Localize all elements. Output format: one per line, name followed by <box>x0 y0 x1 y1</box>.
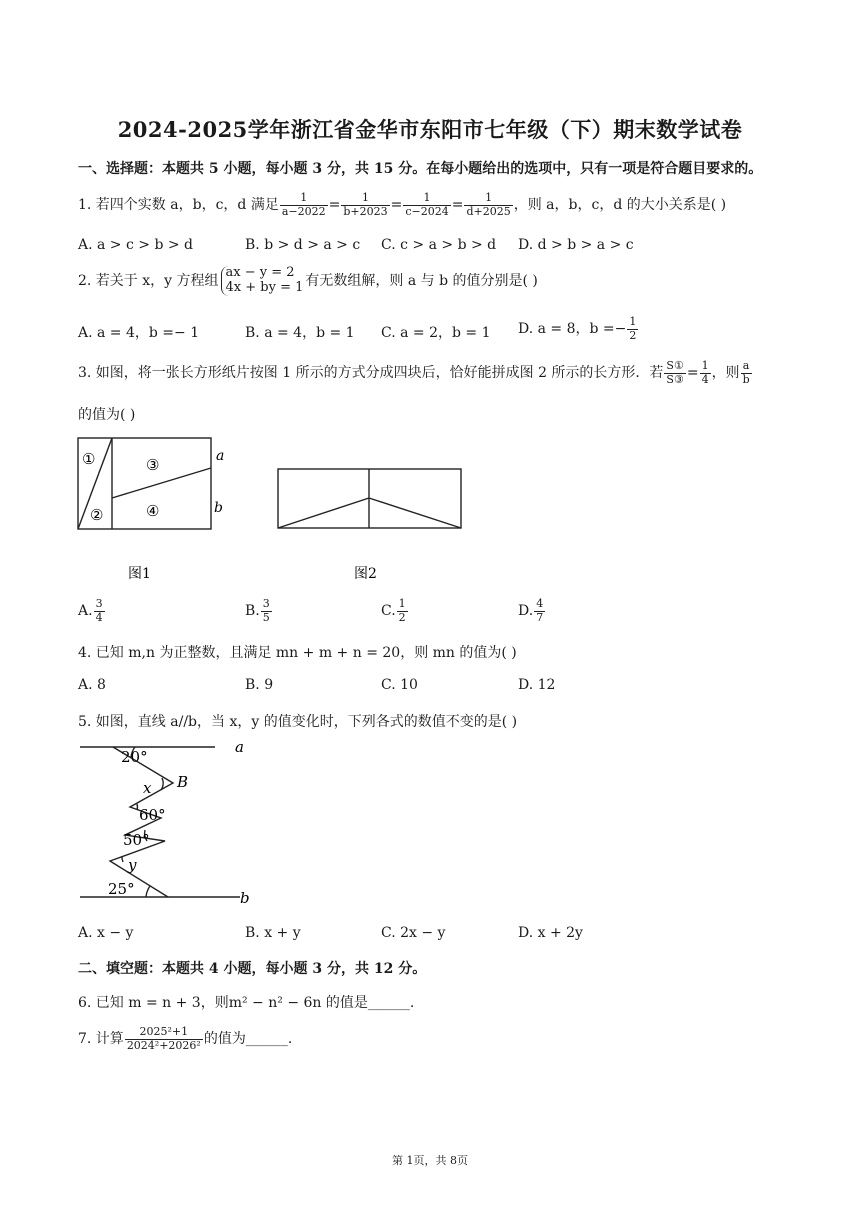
fig1-label-2: ② <box>90 506 104 524</box>
q3-option-d[interactable]: D. $\frac{4}{7}$ <box>518 597 544 624</box>
q3-option-b[interactable]: B. $\frac{3}{5}$ <box>245 597 270 624</box>
q3-line2: 的值为( ) <box>78 407 136 423</box>
q3-figure-2 <box>278 469 461 528</box>
q1-option-a[interactable]: A. a > c > b > d <box>78 237 194 253</box>
q5-angle-25: 25° <box>108 880 135 898</box>
q5-angle-50: 50° <box>123 831 150 849</box>
question-7: 7. 计算 $\frac{\text{2025²+1}}{\text{2024²+2026²}}$ 的值为______. <box>78 1025 293 1052</box>
page-title: 2024-2025学年浙江省金华市东阳市七年级（下）期末数学试卷 <box>117 117 743 142</box>
q2-option-a[interactable]: A. a = 4，b =− 1 <box>78 325 200 341</box>
q5-point-b-label: B <box>177 773 189 791</box>
q4-option-c[interactable]: C. 10 <box>381 677 418 693</box>
q2-equation-system: ax − y = 2 4x + by = 1 <box>221 266 304 296</box>
fig1-caption: 图1 <box>128 566 151 582</box>
q1-option-c[interactable]: C. c > a > b > d <box>381 237 497 253</box>
q1-suffix: ，则 a，b，c，d 的大小关系是( ) <box>513 197 727 214</box>
q3-text: 3. 如图，将一张长方形纸片按图 1 所示的方式分成四块后，恰好能拼成图 2 所示的长方形．若 <box>78 365 664 382</box>
question-1: 1. 若四个实数 a，b，c，d 满足 $\frac{1}{a-2022}$ = $\frac{1}{b+2023}$ = $\frac{1}{c-2024}$ = $\frac{1}{d+2025}$ ，则 a，b，c，d 的大小关系是( ) <box>78 191 727 218</box>
q5-angle-60: 60° <box>139 806 166 824</box>
q3-option-a[interactable]: A. $\frac{3}{4}$ <box>78 597 103 624</box>
section-2-heading: 二、填空题：本题共 4 小题，每小题 3 分，共 12 分。 <box>78 961 427 977</box>
q1-option-b[interactable]: B. b > d > a > c <box>245 237 361 253</box>
q5-angle-y-label: y <box>128 856 137 874</box>
q5-line-b-label: b <box>240 889 250 907</box>
q4-option-b[interactable]: B. 9 <box>245 677 274 693</box>
fig1-label-1: ① <box>82 450 96 468</box>
q4-option-a[interactable]: A. 8 <box>78 677 106 693</box>
q4-option-d[interactable]: D. 12 <box>518 677 556 693</box>
q5-line-a-label: a <box>235 738 244 756</box>
q3-figures <box>70 430 490 590</box>
q2-suffix: 有无数组解，则 a 与 b 的值分别是( ) <box>305 272 538 289</box>
q3-option-c[interactable]: C. $\frac{1}{2}$ <box>381 597 406 624</box>
q5-figure <box>75 735 265 910</box>
q1-option-d[interactable]: D. d > b > a > c <box>518 237 634 253</box>
question-3: 3. 如图，将一张长方形纸片按图 1 所示的方式分成四块后，恰好能拼成图 2 所示的长方形．若 $\frac{\text{S①}}{\text{S③}}$ = $\frac{1}{4}$ ，则 $\frac{a}{b}$ <box>78 359 750 386</box>
q2-prefix: 2. 若关于 x，y 方程组 <box>78 272 219 289</box>
q2-option-b[interactable]: B. a = 4，b = 1 <box>245 325 355 341</box>
q1-prefix: 1. 若四个实数 a，b，c，d 满足 <box>78 197 279 214</box>
q1-frac-b: $\frac{1}{b+2023}$ <box>343 191 388 218</box>
q1-frac-a: $\frac{1}{a-2022}$ <box>281 191 326 218</box>
q5-option-d[interactable]: D. x + 2y <box>518 925 583 941</box>
question-5: 5. 如图，直线 a//b，当 x，y 的值变化时，下列各式的数值不变的是( ) <box>78 714 518 730</box>
q5-option-c[interactable]: C. 2x − y <box>381 925 446 941</box>
q5-option-a[interactable]: A. x − y <box>78 925 134 941</box>
section-1-heading: 一、选择题：本题共 5 小题，每小题 3 分，共 15 分。在每小题给出的选项中，只有一项是符合题目要求的。 <box>78 161 763 177</box>
fig1-label-a: a <box>216 448 225 464</box>
q5-angle-x-label: x <box>143 779 152 797</box>
q2-option-d[interactable]: D. a = 8，b =− $\frac{1}{2}$ <box>518 315 637 342</box>
fig1-label-b: b <box>214 500 223 516</box>
fig1-label-3: ③ <box>146 456 160 474</box>
question-6: 6. 已知 m = n + 3，则m² − n² − 6n 的值是______. <box>78 995 415 1011</box>
page-footer: 第 1页，共 8页 <box>392 1154 468 1167</box>
q5-option-b[interactable]: B. x + y <box>245 925 301 941</box>
q5-angle-20: 20° <box>121 748 148 766</box>
q1-frac-d: $\frac{1}{d+2025}$ <box>466 191 511 218</box>
q2-option-c[interactable]: C. a = 2，b = 1 <box>381 325 491 341</box>
q1-frac-c: $\frac{1}{c-2024}$ <box>405 191 449 218</box>
question-4: 4. 已知 m,n 为正整数，且满足 mn + m + n = 20，则 mn 的值为( ) <box>78 645 517 661</box>
fig2-caption: 图2 <box>354 566 377 582</box>
fig1-label-4: ④ <box>146 502 160 520</box>
question-2 <box>78 266 538 296</box>
